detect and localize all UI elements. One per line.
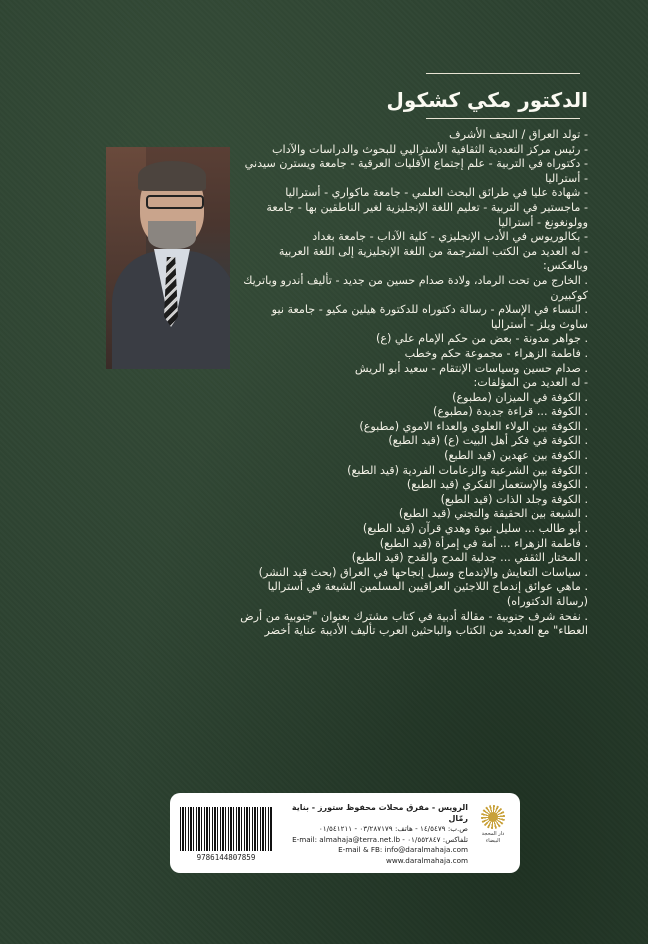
- bio-line: . فاطمة الزهراء ... أمة في إمرأة (قيد الطبع): [379, 536, 588, 550]
- bio-line: . فاطمة الزهراء - مجموعة حكم وخطب: [404, 346, 588, 360]
- author-bio: [240, 128, 588, 639]
- publisher-logo: [474, 803, 512, 853]
- address-line: ص.ب: ١٤/٥٤٧٩ - هاتف: ٠٣/٢٨٧١٧٩ - ٠١/٥٤١٢١١: [318, 824, 468, 833]
- bio-line: - دكتوراه في التربية - علم إجتماع الأقليات العرقية - جامعة ويسترن سيدني - أستراليا: [244, 157, 588, 185]
- bio-line: . نفحة شرف جنوبية - مقالة أدبية في كتاب مشترك بعنوان "جنوبية من أرض العطاء" مع العديد من الكتاب والباحثين العرب تأليف الأديبة عناية أخضر: [240, 609, 588, 638]
- bio-line: . جواهر مدونة - بعض من حكم الإمام علي (ع): [375, 332, 588, 346]
- bio-line: . الكوفة بين عهدين (قيد الطبع): [444, 449, 588, 463]
- bio-line: . الكوفة وجلد الذات (قيد الطبع): [440, 492, 588, 506]
- bio-line: . صدام حسين وسياسات الإنتقام - سعيد أبو الريش: [354, 361, 588, 375]
- bio-line: - رئيس مركز التعددية الثقافية الأستراليي للبحوث والدراسات والآداب: [271, 142, 588, 156]
- author-photo: [106, 147, 230, 369]
- address-line: تلفاكس: ٠١/٥٥٢٨٤٧ - E-mail: almahaja@terra.net.lb: [292, 834, 468, 844]
- address-line: الرويس - مفرق محلات محفوظ ستورز - بناية رمّال: [291, 803, 468, 823]
- bio-line: . الخارج من تحت الرماد، ولادة صدام حسين من جديد - تأليف أندرو وباتريك كوكبيرن: [243, 273, 588, 302]
- bio-line: . المختار الثقفي ... جدلية المدح والقدح (قيد الطبع): [351, 551, 588, 565]
- bio-line: . الكوفة بين الشرعية والزعامات الفردية (قيد الطبع): [347, 463, 588, 477]
- bio-line: . الكوفة بين الولاء العلوي والعداء الاموي (مطبوع): [359, 419, 588, 433]
- address-line: www.daralmahaja.com: [386, 855, 468, 865]
- bio-line: - تولد العراق / النجف الأشرف: [449, 128, 588, 141]
- bio-line: . الكوفة والإستعمار الفكري (قيد الطبع): [406, 478, 588, 492]
- sun-icon: [481, 805, 505, 829]
- bio-line: . سياسات التعايش والإندماج وسبل إنجاحها في العراق (بحث قيد النشر): [258, 565, 588, 579]
- publisher-address: [278, 803, 468, 866]
- author-name: الدكتور مكي كشكول: [386, 88, 588, 112]
- bio-line: . الكوفة في الميزان (مطبوع): [452, 390, 588, 404]
- publisher-logo-text: دار المحجة البيضاء: [481, 831, 505, 844]
- bio-line: . أبو طالب ... سليل نبوة وهدي قرآن (قيد الطبع): [362, 522, 588, 536]
- bio-line: . الكوفة في فكر أهل البيت (ع) (قيد الطبع): [388, 434, 588, 448]
- bio-line: - ماجستير في التربية - تعليم اللغة الإنجليزية لغير الناطقين بها - جامعة وولونغونغ - أستراليا: [266, 200, 588, 229]
- barcode: [180, 807, 272, 851]
- isbn-number: 9786144807859: [196, 853, 256, 862]
- bio-line: - بكالوريوس في الأدب الإنجليزي - كلية الآداب - جامعة بغداد: [312, 230, 588, 244]
- bio-line: - شهادة عليا في طرائق البحث العلمي - جامعة ماكواري - أستراليا: [285, 186, 588, 200]
- bio-line: . الشيعة بين الحقيقة والتجني (قيد الطبع): [398, 507, 588, 521]
- address-line: E-mail & FB: info@daralmahaja.com: [338, 845, 468, 854]
- bio-line: . الكوفة ... قراءة جديدة (مطبوع): [433, 405, 588, 419]
- bio-line: . ماهي عوائق إندماج اللاجئين العراقيين المسلمين الشيعة في أستراليا (رسالة الدكتوراه): [267, 580, 588, 608]
- publisher-footer: [170, 793, 520, 873]
- bio-line: . النساء في الإسلام - رسالة دكتوراه للدكتورة هيلين مكيو - جامعة نيو ساوث ويلز - أستراليا: [271, 303, 588, 331]
- bio-line: - له العديد من الكتب المترجمة من اللغة الإنجليزية إلى اللغة العربية وبالعكس:: [278, 244, 588, 273]
- author-underline: [426, 118, 580, 119]
- bio-line: - له العديد من المؤلفات:: [473, 376, 588, 390]
- top-rule: [426, 73, 580, 74]
